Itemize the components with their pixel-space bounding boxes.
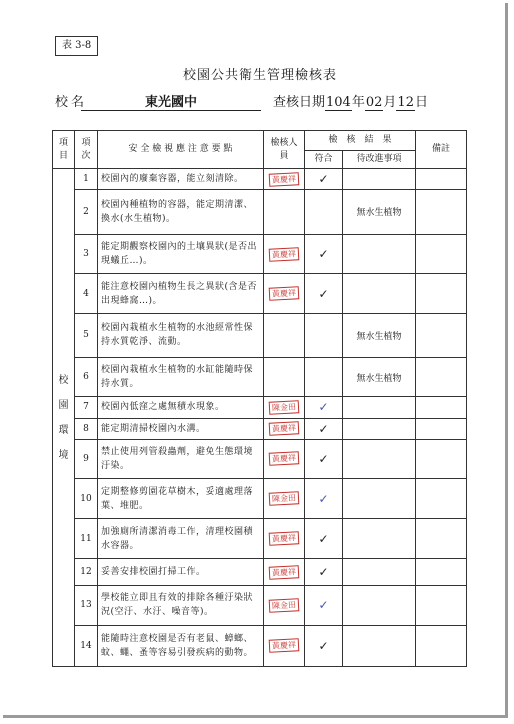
table-row xyxy=(53,234,467,274)
pass-cell xyxy=(305,559,343,586)
table-row xyxy=(53,274,467,314)
header-pending: 待改進事項 xyxy=(343,151,416,169)
header-remarks: 備註 xyxy=(416,131,467,169)
table-row xyxy=(53,397,467,418)
inspector-seal-stamp: 黃慶祥 xyxy=(269,639,300,654)
remarks-cell xyxy=(416,519,467,559)
date-day: 12 xyxy=(397,95,414,110)
table-row xyxy=(53,418,467,439)
inspector-seal-stamp: 黃慶祥 xyxy=(269,172,300,187)
inspector-cell xyxy=(264,234,305,274)
inspector-cell xyxy=(264,519,305,559)
row-item-text: 校園內栽植水生植物的水缸能隨時保持水質。 xyxy=(98,357,264,397)
date-month: 02 xyxy=(365,95,383,110)
pass-cell xyxy=(305,586,343,626)
checkmark-icon: ✓ xyxy=(318,286,329,301)
pending-cell xyxy=(343,274,416,314)
pass-cell xyxy=(305,479,343,519)
inspector-seal-stamp: 黃慶祥 xyxy=(269,287,300,302)
row-number: 8 xyxy=(75,418,98,439)
row-item-text: 校園內的廢棄容器，能立刻清除。 xyxy=(98,169,264,190)
inspection-date xyxy=(273,91,428,110)
pending-cell xyxy=(343,418,416,439)
inspector-seal-stamp: 黃慶祥 xyxy=(269,421,300,436)
inspector-cell xyxy=(264,625,305,666)
remarks-cell xyxy=(416,274,467,314)
table-row xyxy=(53,479,467,519)
row-item-text: 校園內栽植水生植物的水池經常性保持水質乾淨、流動。 xyxy=(98,314,264,357)
school-name: 東光國中 xyxy=(81,91,261,111)
row-item-text: 能注意校園內植物生長之異狀(含是否出現蜂窩…)。 xyxy=(98,274,264,314)
day-unit: 日 xyxy=(414,95,428,110)
inspector-cell xyxy=(264,418,305,439)
checklist-table xyxy=(52,130,467,667)
month-unit: 月 xyxy=(383,95,397,110)
row-item-text: 定期整修剪園花草樹木，妥適處理落葉、堆肥。 xyxy=(98,479,264,519)
remarks-cell xyxy=(416,559,467,586)
pending-cell xyxy=(343,519,416,559)
header-items: 安 全 檢 視 應 注 意 要 點 xyxy=(98,131,264,169)
row-number: 12 xyxy=(75,559,98,586)
category-cell xyxy=(53,169,75,667)
pending-cell: 無水生植物 xyxy=(343,357,416,397)
pass-cell xyxy=(305,397,343,418)
checkmark-icon: ✓ xyxy=(318,247,329,261)
row-item-text: 加強廁所清潔消毒工作，清理校園積水容器。 xyxy=(98,519,264,559)
row-number: 1 xyxy=(75,169,98,190)
row-item-text: 學校能立即且有效的排除各種汙染狀況(空汙、水汙、噪音等)。 xyxy=(98,586,264,626)
row-item-text: 校園內低窪之處無積水現象。 xyxy=(98,397,264,418)
date-label: 查核日期 xyxy=(273,95,326,110)
row-number: 13 xyxy=(75,586,98,626)
row-number: 14 xyxy=(75,625,98,666)
checkmark-icon: ✓ xyxy=(318,451,329,466)
pass-cell xyxy=(305,625,343,666)
form-code: 表 3-8 xyxy=(55,36,98,56)
inspector-seal-stamp: 黃慶祥 xyxy=(269,247,300,262)
row-item-text: 能隨時注意校園是否有老鼠、蟑螂、蚊、蠅、蚤等容易引發疾病的動物。 xyxy=(98,625,264,666)
remarks-cell xyxy=(416,234,467,274)
inspector-cell xyxy=(264,586,305,626)
remarks-cell xyxy=(416,314,467,357)
remarks-cell xyxy=(416,586,467,626)
row-number: 5 xyxy=(75,314,98,357)
checkmark-icon: ✓ xyxy=(318,491,329,506)
header-result: 檢 核 結 果 xyxy=(305,131,416,151)
row-item-text: 禁止使用列管殺蟲劑，避免生態環境汙染。 xyxy=(98,439,264,479)
checkmark-icon: ✓ xyxy=(318,531,329,546)
pending-cell xyxy=(343,439,416,479)
row-item-text: 能定期觀察校園內的土壤異狀(是否出現蟻丘…)。 xyxy=(98,234,264,274)
pending-cell: 無水生植物 xyxy=(343,314,416,357)
remarks-cell xyxy=(416,357,467,397)
pending-cell xyxy=(343,479,416,519)
remarks-cell xyxy=(416,190,467,235)
inspector-seal-stamp: 陳金田 xyxy=(269,598,300,613)
row-number: 9 xyxy=(75,439,98,479)
inspector-cell xyxy=(264,190,305,235)
pass-cell xyxy=(305,190,343,235)
header-inspector: 檢核人員 xyxy=(264,131,305,169)
pending-cell xyxy=(343,234,416,274)
checkmark-icon: ✓ xyxy=(318,598,329,613)
table-row xyxy=(53,169,467,190)
row-number: 11 xyxy=(75,519,98,559)
pass-cell xyxy=(305,418,343,439)
pending-cell: 無水生植物 xyxy=(343,190,416,235)
pass-cell xyxy=(305,357,343,397)
row-number: 6 xyxy=(75,357,98,397)
row-item-text: 校園內種植物的容器，能定期清潔、換水(水生植物)。 xyxy=(98,190,264,235)
document-title: 校園公共衛生管理檢核表 xyxy=(182,68,337,83)
inspector-seal-stamp: 黃慶祥 xyxy=(269,531,300,546)
pass-cell xyxy=(305,169,343,190)
table-row xyxy=(53,314,467,357)
header-category: 項目 xyxy=(53,131,75,169)
checkmark-icon: ✓ xyxy=(318,400,329,415)
row-item-text: 妥善安排校園打掃工作。 xyxy=(98,559,264,586)
checkmark-icon: ✓ xyxy=(318,565,329,580)
pass-cell xyxy=(305,519,343,559)
table-row xyxy=(53,559,467,586)
year-unit: 年 xyxy=(351,95,365,110)
remarks-cell xyxy=(416,479,467,519)
remarks-cell xyxy=(416,169,467,190)
table-row xyxy=(53,190,467,235)
checkmark-icon: ✓ xyxy=(318,172,329,187)
pass-cell xyxy=(305,234,343,274)
table-row xyxy=(53,519,467,559)
checkmark-icon: ✓ xyxy=(318,638,329,653)
checklist-body xyxy=(53,169,467,667)
inspector-cell xyxy=(264,357,305,397)
header-pass: 符合 xyxy=(305,151,343,169)
inspector-cell xyxy=(264,479,305,519)
category-label: 校園環境 xyxy=(58,374,69,461)
pending-cell xyxy=(343,169,416,190)
inspector-seal-stamp: 黃慶祥 xyxy=(269,565,300,580)
row-item-text: 能定期清掃校園內水溝。 xyxy=(98,418,264,439)
school-label: 校名 xyxy=(55,95,88,110)
document-page xyxy=(3,3,508,718)
remarks-cell xyxy=(416,439,467,479)
header-num: 項次 xyxy=(75,131,98,169)
inspector-cell xyxy=(264,559,305,586)
row-number: 10 xyxy=(75,479,98,519)
pending-cell xyxy=(343,559,416,586)
inspector-cell xyxy=(264,397,305,418)
pass-cell xyxy=(305,439,343,479)
inspector-cell xyxy=(264,274,305,314)
date-year: 104 xyxy=(326,95,351,110)
inspector-cell xyxy=(264,314,305,357)
row-number: 2 xyxy=(75,190,98,235)
pending-cell xyxy=(343,397,416,418)
inspector-seal-stamp: 黃慶祥 xyxy=(269,452,300,467)
pending-cell xyxy=(343,586,416,626)
row-number: 3 xyxy=(75,234,98,274)
table-row xyxy=(53,439,467,479)
table-row xyxy=(53,357,467,397)
row-number: 4 xyxy=(75,274,98,314)
inspector-seal-stamp: 陳金田 xyxy=(269,400,300,415)
checkmark-icon: ✓ xyxy=(318,421,329,436)
table-row xyxy=(53,586,467,626)
pass-cell xyxy=(305,274,343,314)
inspector-cell xyxy=(264,439,305,479)
table-row xyxy=(53,625,467,666)
pass-cell xyxy=(305,314,343,357)
pending-cell xyxy=(343,625,416,666)
remarks-cell xyxy=(416,625,467,666)
row-number: 7 xyxy=(75,397,98,418)
inspector-seal-stamp: 陳金田 xyxy=(269,492,300,507)
remarks-cell xyxy=(416,397,467,418)
inspector-cell xyxy=(264,169,305,190)
remarks-cell xyxy=(416,418,467,439)
